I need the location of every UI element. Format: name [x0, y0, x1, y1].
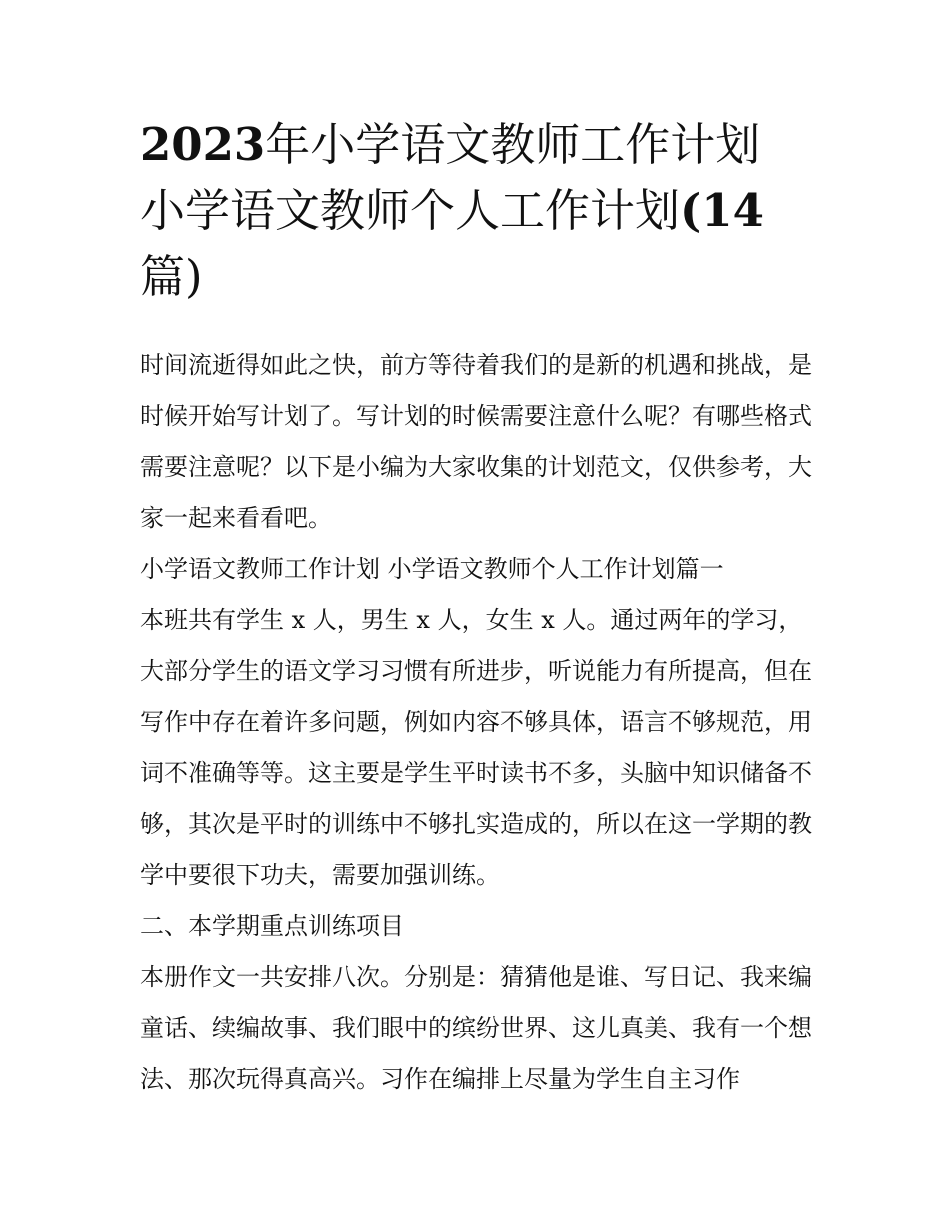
title-tail: 篇) [140, 250, 203, 303]
document-title [140, 112, 812, 310]
intro-paragraph: 时间流逝得如此之快，前方等待着我们的是新的机遇和挑战，是时候开始写计划了。写计划的时候需要注意什么呢？有哪些格式需要注意呢？以下是小编为大家收集的计划范文，仅供参考，大家一起来看看吧。 [140, 351, 812, 532]
section-heading-training-items: 二、本学期重点训练项目 [140, 912, 404, 940]
composition-plan-paragraph: 本册作文一共安排八次。分别是：猜猜他是谁、写日记、我来编童话、续编故事、我们眼中的缤纷世界、这儿真美、我有一个想法、那次玩得真高兴。习作在编排上尽量为学生自主习作 [140, 963, 812, 1093]
title-main: 年小学语文教师工作计划 小学语文教师个人工作计划 [140, 118, 761, 237]
title-count: (14 [680, 184, 764, 237]
title-year: 2023 [140, 118, 266, 171]
section-heading-part-one: 小学语文教师工作计划 小学语文教师个人工作计划篇一 [140, 555, 724, 583]
document-page [140, 112, 812, 1105]
class-situation-paragraph: 本班共有学生 x 人，男生 x 人，女生 x 人。通过两年的学习，大部分学生的语文学习习惯有所进步，听说能力有所提高，但在写作中存在着许多问题，例如内容不够具体，语言不够规范，用词不准确等等。这主要是学生平时读书不多，头脑中知识储备不够，其次是平时的训练中不够扎实造成的，所以在这一学期的教学中要很下功夫，需要加强训练。 [140, 606, 812, 889]
document-body [140, 340, 812, 1105]
